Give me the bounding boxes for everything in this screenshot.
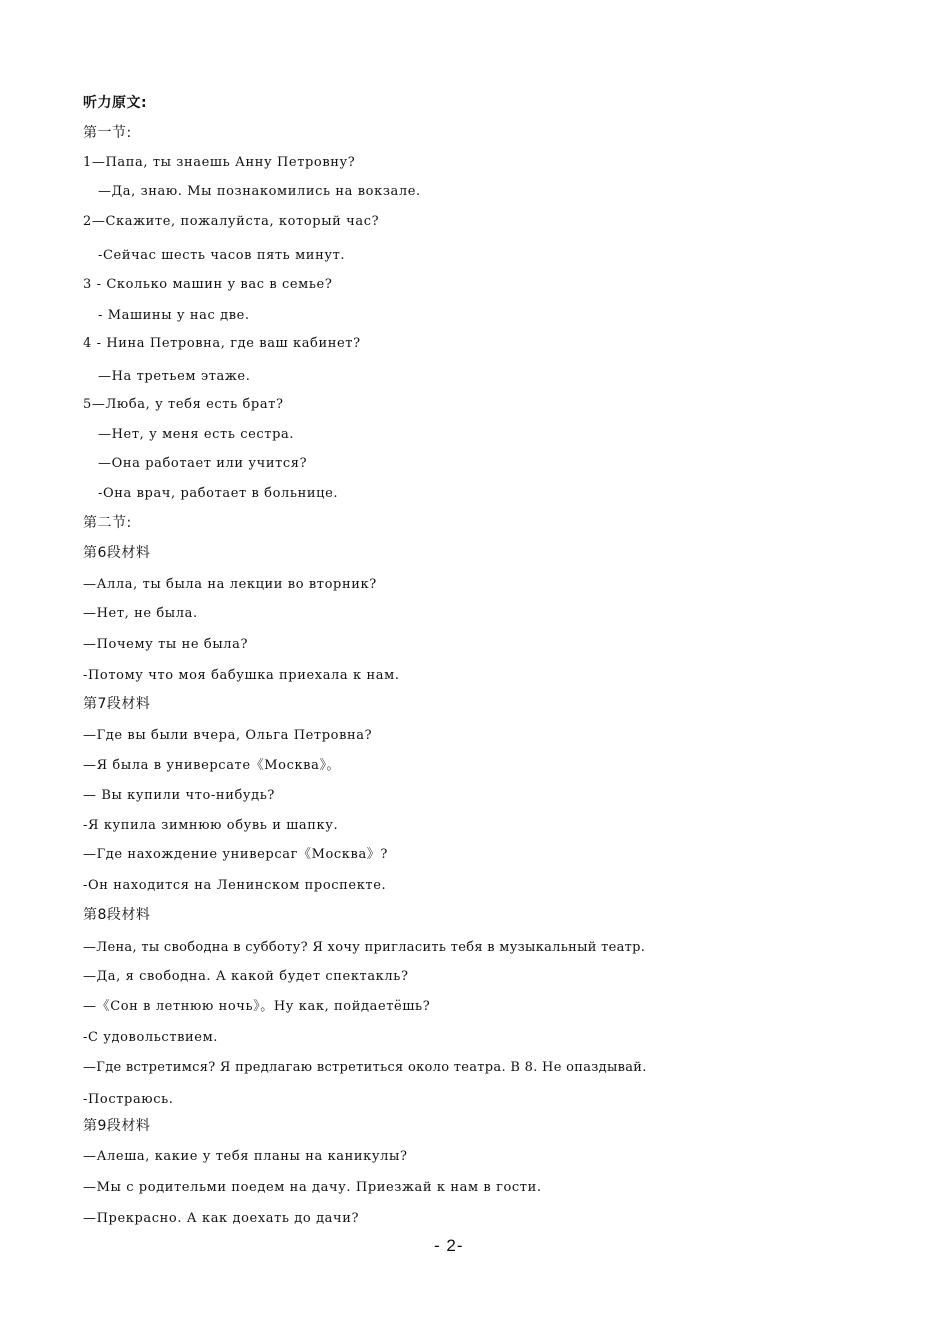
section-2-heading: 第二节:	[83, 515, 132, 531]
material-7-heading: 第7段材料	[83, 696, 151, 712]
dialogue-line: 1—Папа, ты знаешь Анну Петровну?	[83, 155, 356, 170]
material-6-heading: 第6段材料	[83, 545, 151, 561]
dialogue-line: —Нет, не была.	[83, 606, 198, 621]
dialogue-line: 5—Люба, у тебя есть брат?	[83, 397, 284, 412]
material-8-heading: 第8段材料	[83, 907, 151, 923]
dialogue-line: -Он находится на Ленинском проспекте.	[83, 878, 387, 893]
dialogue-line: —Она работает или учится?	[98, 456, 308, 471]
dialogue-line: -Я купила зимнюю обувь и шапку.	[83, 818, 339, 833]
page-number: - 2-	[434, 1236, 464, 1255]
dialogue-line: —Прекрасно. А как доехать до дачи?	[83, 1211, 360, 1226]
dialogue-line: 2—Скажите, пожалуйста, который час?	[83, 214, 380, 229]
dialogue-line: — Вы купили что-нибудь?	[83, 788, 275, 803]
dialogue-line: -Она врач, работает в больнице.	[98, 486, 339, 501]
dialogue-line: —Да, знаю. Мы познакомились на вокзале.	[98, 184, 421, 199]
dialogue-line: —Я была в универсате《Москва》。	[83, 758, 341, 773]
dialogue-line: —Алеша, какие у тебя планы на каникулы?	[83, 1149, 408, 1164]
dialogue-line: —Да, я свободна. А какой будет спектакль?	[83, 969, 409, 984]
dialogue-line: —Где нахождение универсаг《Москва》?	[83, 847, 388, 862]
dialogue-line: —Мы с родительми поедем на дачу. Приезжай к нам в гости.	[83, 1180, 542, 1195]
dialogue-line: —Где встретимся? Я предлагаю встретиться около театра. В 8. Не опаздывай.	[83, 1060, 647, 1075]
dialogue-line: —На третьем этаже.	[98, 369, 251, 384]
material-9-heading: 第9段材料	[83, 1118, 151, 1134]
dialogue-line: -С удовольствием.	[83, 1030, 219, 1045]
dialogue-line: —Лена, ты свободна в субботу? Я хочу пригласить тебя в музыкальный театр.	[83, 940, 646, 955]
dialogue-line: -Потому что моя бабушка приехала к нам.	[83, 668, 400, 683]
dialogue-line: -Сейчас шесть часов пять минут.	[98, 248, 346, 263]
dialogue-line: 3 - Сколько машин у вас в семье?	[83, 277, 333, 292]
dialogue-line: -Постраюсь.	[83, 1092, 174, 1107]
dialogue-line: —Алла, ты была на лекции во вторник?	[83, 577, 377, 592]
dialogue-line: - Машины у нас две.	[98, 308, 250, 323]
section-1-heading: 第一节:	[83, 125, 132, 141]
dialogue-line: —《Сон в летнюю ночь》。Ну как, пойдаетёшь?	[83, 999, 431, 1014]
dialogue-line: —Почему ты не была?	[83, 637, 249, 652]
dialogue-line: —Нет, у меня есть сестра.	[98, 427, 295, 442]
dialogue-line: 4 - Нина Петровна, где ваш кабинет?	[83, 336, 361, 351]
dialogue-line: —Где вы были вчера, Ольга Петровна?	[83, 728, 373, 743]
document-title: 听力原文:	[83, 95, 148, 111]
